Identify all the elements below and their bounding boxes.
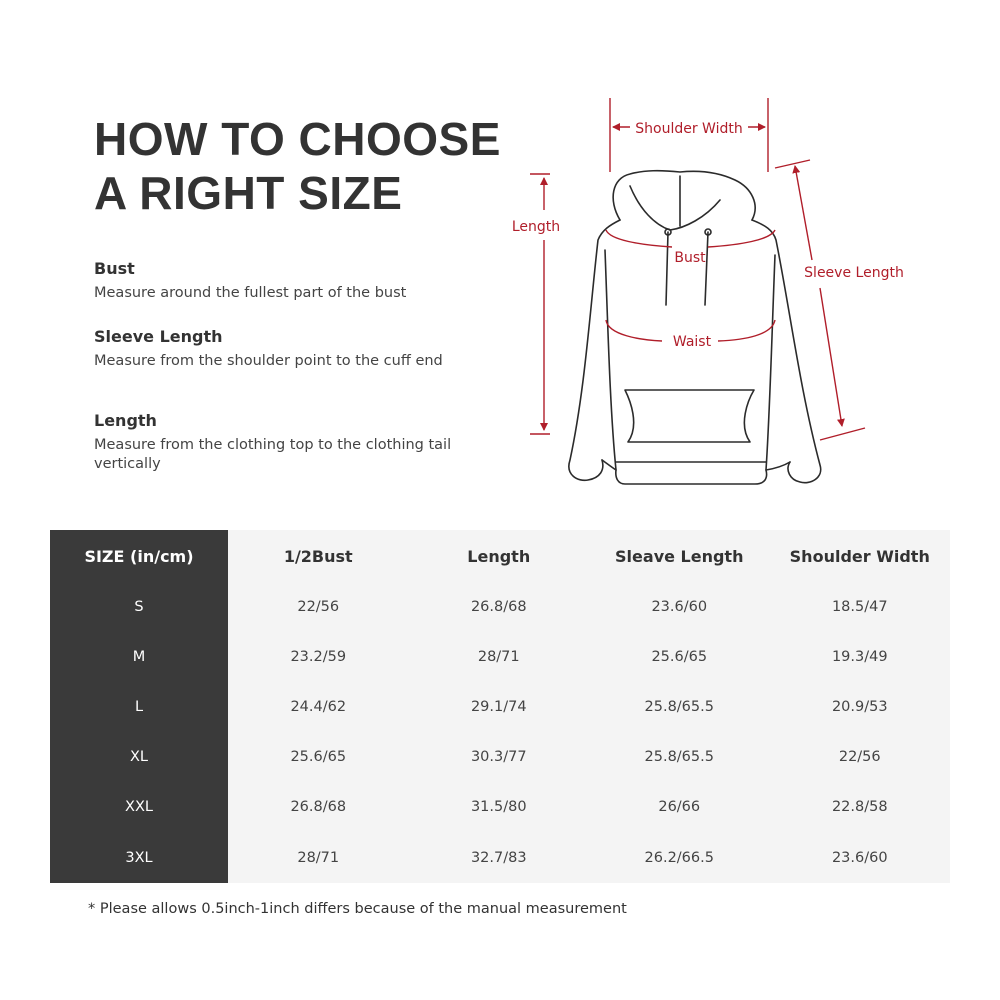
header-sleeve-length: Sleave Length: [615, 546, 744, 566]
label-length: Length: [511, 219, 561, 235]
cell-shoulder-width: 22.8/58: [831, 799, 888, 815]
title-line-1: HOW TO CHOOSE: [94, 113, 501, 165]
table-header-row: [50, 530, 950, 582]
cell-length: 32.7/83: [470, 849, 527, 866]
cell-size: L: [50, 682, 228, 732]
guide-length-title: Length: [94, 411, 157, 430]
guide-sleeve-length: [94, 327, 474, 371]
cell-size: S: [50, 582, 228, 632]
table-row: [50, 782, 950, 832]
measurement-note: * Please allows 0.5inch-1inch differs because of the manual measurement: [88, 901, 627, 917]
cell-sleeve-length: 26.2/66.5: [644, 849, 714, 866]
cell-length: 29.1/74: [470, 699, 527, 715]
cell-half-bust: 23.2/59: [290, 649, 347, 665]
guide-sleeve-text: Measure from the shoulder point to the cuff end: [94, 353, 443, 369]
cell-half-bust: 25.6/65: [290, 749, 347, 765]
label-shoulder-width: Shoulder Width: [635, 121, 743, 137]
table-row: [50, 682, 950, 732]
cell-shoulder-width: 23.6/60: [831, 849, 888, 866]
cell-half-bust: 22/56: [297, 599, 340, 615]
cell-length: 28/71: [477, 649, 520, 665]
label-sleeve-length: Sleeve Length: [804, 265, 904, 281]
guide-bust: [94, 259, 474, 303]
cell-sleeve-length: 25.6/65: [651, 649, 708, 665]
table-row: [50, 832, 950, 883]
header-half-bust: 1/2Bust: [283, 546, 353, 566]
cell-sleeve-length: 23.6/60: [651, 599, 708, 615]
header-size: SIZE (in/cm): [50, 530, 228, 582]
table-row: [50, 632, 950, 682]
cell-length: 30.3/77: [470, 749, 527, 765]
cell-shoulder-width: 19.3/49: [831, 649, 888, 665]
size-chart-table: [50, 530, 950, 883]
cell-half-bust: 28/71: [297, 849, 340, 866]
cell-shoulder-width: 22/56: [838, 749, 881, 765]
guide-length: [94, 411, 474, 474]
header-shoulder-width: Shoulder Width: [789, 546, 930, 566]
cell-half-bust: 24.4/62: [290, 699, 347, 715]
cell-shoulder-width: 18.5/47: [831, 599, 888, 615]
cell-shoulder-width: 20.9/53: [831, 699, 888, 715]
cell-size: XL: [50, 732, 228, 782]
cell-size: XXL: [50, 782, 228, 832]
guide-sleeve-title: Sleeve Length: [94, 327, 223, 346]
cell-sleeve-length: 26/66: [658, 799, 701, 815]
guide-bust-text: Measure around the fullest part of the bust: [94, 285, 407, 301]
table-row: [50, 582, 950, 632]
guide-length-text: Measure from the clothing top to the clothing tail vertically: [94, 437, 452, 472]
cell-length: 26.8/68: [470, 599, 527, 615]
cell-length: 31.5/80: [470, 799, 527, 815]
page-title: [94, 112, 514, 220]
hoodie-outline: [569, 171, 821, 484]
cell-size: M: [50, 632, 228, 682]
cell-sleeve-length: 25.8/65.5: [644, 749, 714, 765]
hoodie-diagram: [490, 90, 920, 500]
label-bust: Bust: [674, 250, 706, 266]
cell-size: 3XL: [50, 832, 228, 883]
label-waist: Waist: [672, 334, 712, 350]
title-line-2: A RIGHT SIZE: [94, 167, 403, 219]
guide-bust-title: Bust: [94, 259, 135, 278]
cell-sleeve-length: 25.8/65.5: [644, 699, 714, 715]
header-length: Length: [467, 546, 531, 566]
cell-half-bust: 26.8/68: [290, 799, 347, 815]
table-row: [50, 732, 950, 782]
